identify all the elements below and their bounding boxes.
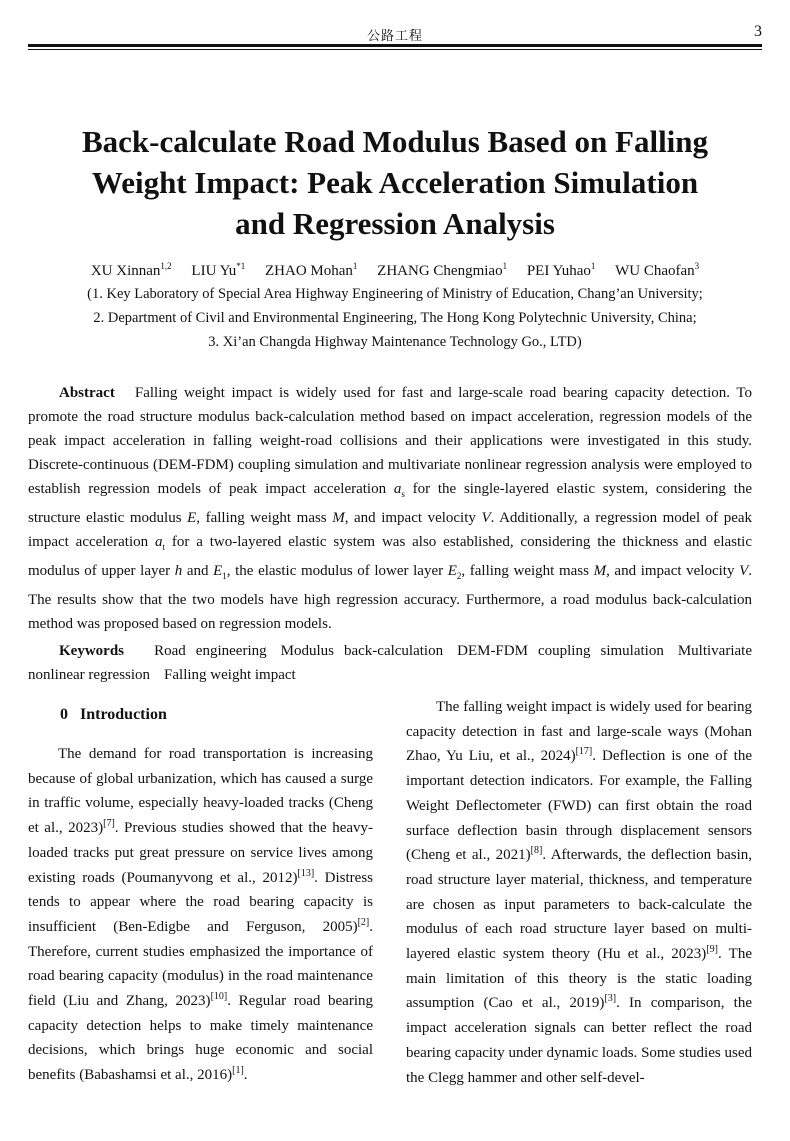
journal-name: 公路工程: [366, 28, 423, 43]
author: ZHAO Mohan$^1$: [265, 261, 358, 279]
citation: [1]: [232, 1065, 244, 1077]
keywords-label: Keywords: [59, 643, 124, 659]
keyword: Multivariate nonlinear regression: [28, 643, 752, 683]
intro-left-column: The demand for road transportation is increasing because of global urbanization, which has caused a surge in traffic volume, especially heavy-loaded tracks (Cheng et al., 2023)[7]. Previous studies showed that the heavy-loaded tracks put great pressure on service lives among existing roads (Poumanyvong et al., 2012)[13]. Distress tends to appear where the road bearing capacity is insufficient (Ben-Edigbe and Ferguson, 2005)[2]. Therefore, current studies emphasized the importance of road bearing capacity (modulus) in the road maintenance field (Liu and Zhang, 2023)[10]. Regular road bearing capacity detection helps to make timely maintenance decisions, which brings huge economic and social benefits (Babashamsi et al., 2016)[1].: [28, 746, 374, 1084]
author-list: [40, 261, 750, 280]
title-line-3: and Regression Analysis: [235, 206, 555, 241]
keyword: Road engineering: [154, 643, 267, 659]
paper-title: [40, 121, 750, 244]
citation: [13]: [297, 867, 315, 879]
page-number: 3: [754, 23, 762, 40]
citation: [3]: [604, 993, 617, 1005]
author: PEI Yuhao$^1$: [526, 261, 596, 279]
citation: [17]: [575, 746, 593, 758]
author: ZHANG Chengmiao$^1$: [377, 261, 508, 279]
header-rule-thin: [28, 49, 762, 50]
keyword: Falling weight impact: [164, 667, 296, 683]
page-header: [28, 0, 762, 52]
section-heading: 0 Introduction: [60, 706, 167, 723]
citation: [7]: [103, 818, 115, 830]
header-rule-thick: [28, 44, 762, 47]
affiliation-1: (1. Key Laboratory of Special Area Highway Engineering of Ministry of Education, Chang’an University;: [87, 286, 703, 302]
keyword: DEM-FDM coupling simulation: [457, 643, 664, 659]
keyword: Modulus back-calculation: [280, 643, 444, 659]
citation: [9]: [706, 944, 718, 956]
keywords: [28, 639, 752, 687]
affiliation-3: 3. Xi’an Changda Highway Maintenance Technology Go., LTD): [208, 334, 582, 350]
author: LIU Yu$^{*1}$: [191, 261, 246, 279]
abstract-label: Abstract: [59, 385, 115, 401]
abstract: Abstract Falling weight impact is widely used for fast and large-scale road bearing capacity detection. To promote the road structure modulus back-calculation method based on impact acceleration, regression models of the peak impact acceleration in falling weight-road collisions and their applications were investigated in this study. Discrete-continuous (DEM-FDM) coupling simulation and multivariate nonlinear regression analysis were employed to establish regression models of peak impact acceleration $a_s$ for the single-layered elastic system, considering the structure elastic modulus E, falling weight mass M, and impact velocity V. Additionally, a regression model of peak impact acceleration $a_t$ for a two-layered elastic system was also established, considering the thickness and elastic modulus of upper layer h and $E_1$, the elastic modulus of lower layer $E_2$, falling weight mass M, and impact velocity V. The results show that the two models have high regression accuracy. Furthermore, a road modulus back-calculation method was proposed based on regression models.: [28, 385, 753, 632]
title-line-2: Weight Impact: Peak Acceleration Simulation: [91, 165, 699, 200]
author: XU Xinnan$^{1,2}$: [90, 261, 172, 279]
citation: [8]: [530, 845, 543, 857]
title-line-1: Back-calculate Road Modulus Based on Falling: [81, 124, 709, 159]
intro-right-column: The falling weight impact is widely used for bearing capacity detection in fast and large-scale ways (Mohan Zhao, Yu Liu, et al., 2024)[17]. Deflection is one of the important detection indicators. For example, the Falling Weight Deflectometer (FWD) can first obtain the road surface deflection basin through displacement sensors (Cheng et al., 2021)[8]. Afterwards, the deflection basin, road structure layer material, thickness, and temperature are chosen as input parameters to back-calculate the modulus of each road structure layer based on multi-layered elastic system theory (Hu et al., 2023)[9]. The main limitation of this theory is the static loading assumption (Cao et al., 2019)[3]. In comparison, the impact acceleration signals can better reflect the road bearing capacity under dynamic loads. Some studies used the Clegg hammer and other self-devel-: [406, 699, 753, 1086]
citation: [2]: [357, 916, 370, 928]
affiliation-2: 2. Department of Civil and Environmental Engineering, The Hong Kong Polytechnic University, China;: [93, 310, 697, 326]
author: WU Chaofan$^3$: [615, 261, 700, 279]
citation: [10]: [210, 991, 228, 1003]
